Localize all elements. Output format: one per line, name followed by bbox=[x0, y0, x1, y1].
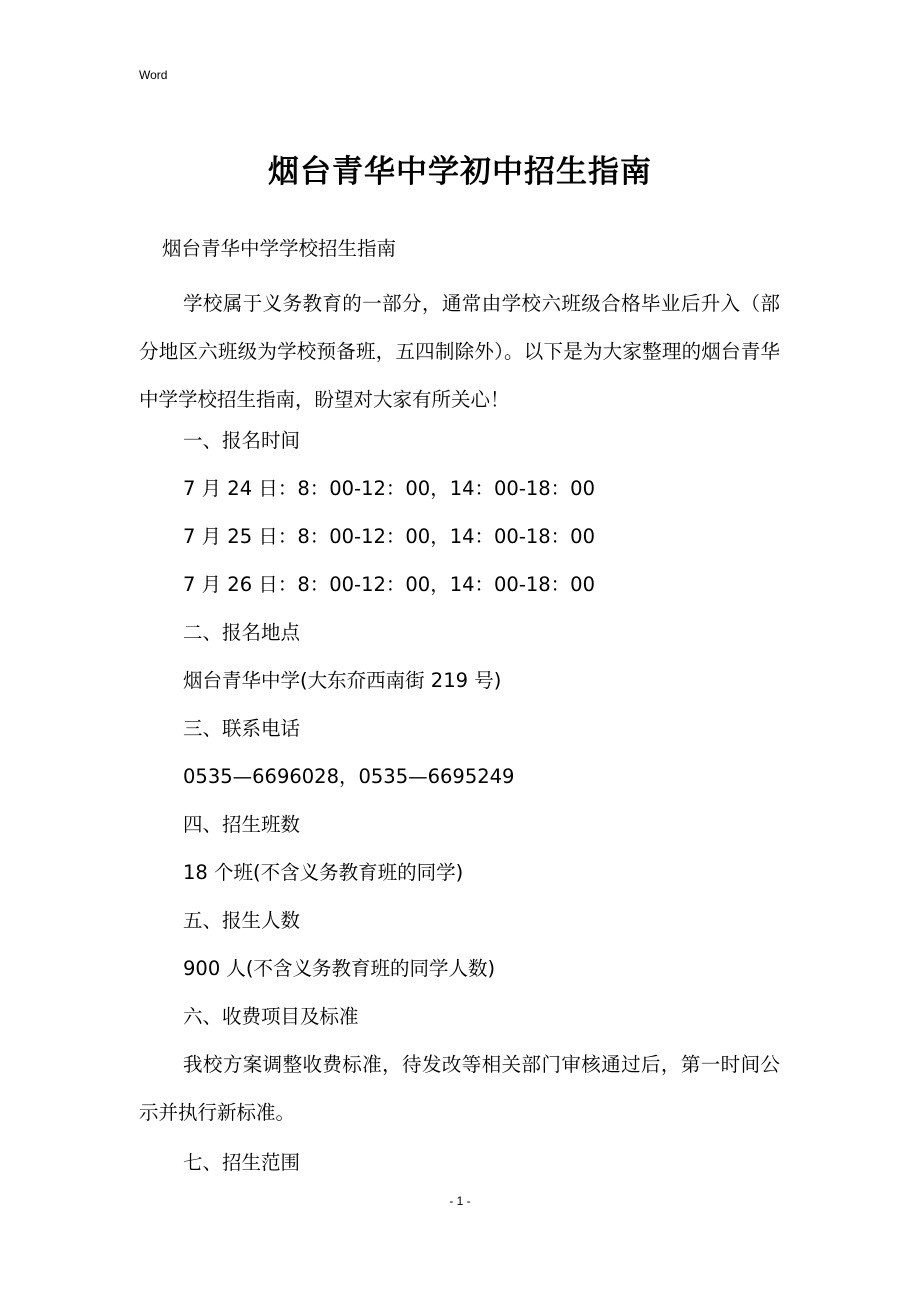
section-heading-fees: 六、收费项目及标准 bbox=[183, 1005, 359, 1028]
document-title: 烟台青华中学初中招生指南 bbox=[268, 154, 652, 190]
registration-location: 烟台青华中学(大东夼西南街 219 号) bbox=[183, 669, 502, 692]
enrollment-count: 900 人(不含义务教育班的同学人数) bbox=[183, 957, 496, 980]
contact-phone: 0535—6696028，0535—6695249 bbox=[183, 765, 515, 788]
page-number: - 1 - bbox=[449, 1194, 471, 1208]
section-heading-registration-location: 二、报名地点 bbox=[183, 621, 301, 644]
section-heading-contact-phone: 三、联系电话 bbox=[183, 717, 301, 740]
section-heading-class-count: 四、招生班数 bbox=[183, 813, 301, 836]
subtitle: 烟台青华中学学校招生指南 bbox=[162, 237, 397, 260]
intro-paragraph: 学校属于义务教育的一部分，通常由学校六班级合格毕业后升入（部分地区六班级为学校预备班，五四制除外）。以下是为大家整理的烟台青华中学学校招生指南，盼望对大家有所关心！ bbox=[139, 292, 780, 411]
registration-time-line: 7 月 24 日：8：00-12：00，14：00-18：00 bbox=[183, 477, 595, 500]
section-heading-enrollment-scope: 七、招生范围 bbox=[183, 1151, 301, 1174]
fees-paragraph: 我校方案调整收费标准，待发改等相关部门审核通过后，第一时间公示并执行新标准。 bbox=[139, 1053, 780, 1124]
registration-time-line: 7 月 25 日：8：00-12：00，14：00-18：00 bbox=[183, 525, 595, 548]
section-heading-registration-time: 一、报名时间 bbox=[183, 429, 301, 452]
class-count: 18 个班(不含义务教育班的同学) bbox=[183, 861, 464, 884]
header-label: Word bbox=[139, 68, 168, 82]
section-heading-enrollment-count: 五、报生人数 bbox=[183, 909, 301, 932]
registration-time-line: 7 月 26 日：8：00-12：00，14：00-18：00 bbox=[183, 573, 595, 596]
